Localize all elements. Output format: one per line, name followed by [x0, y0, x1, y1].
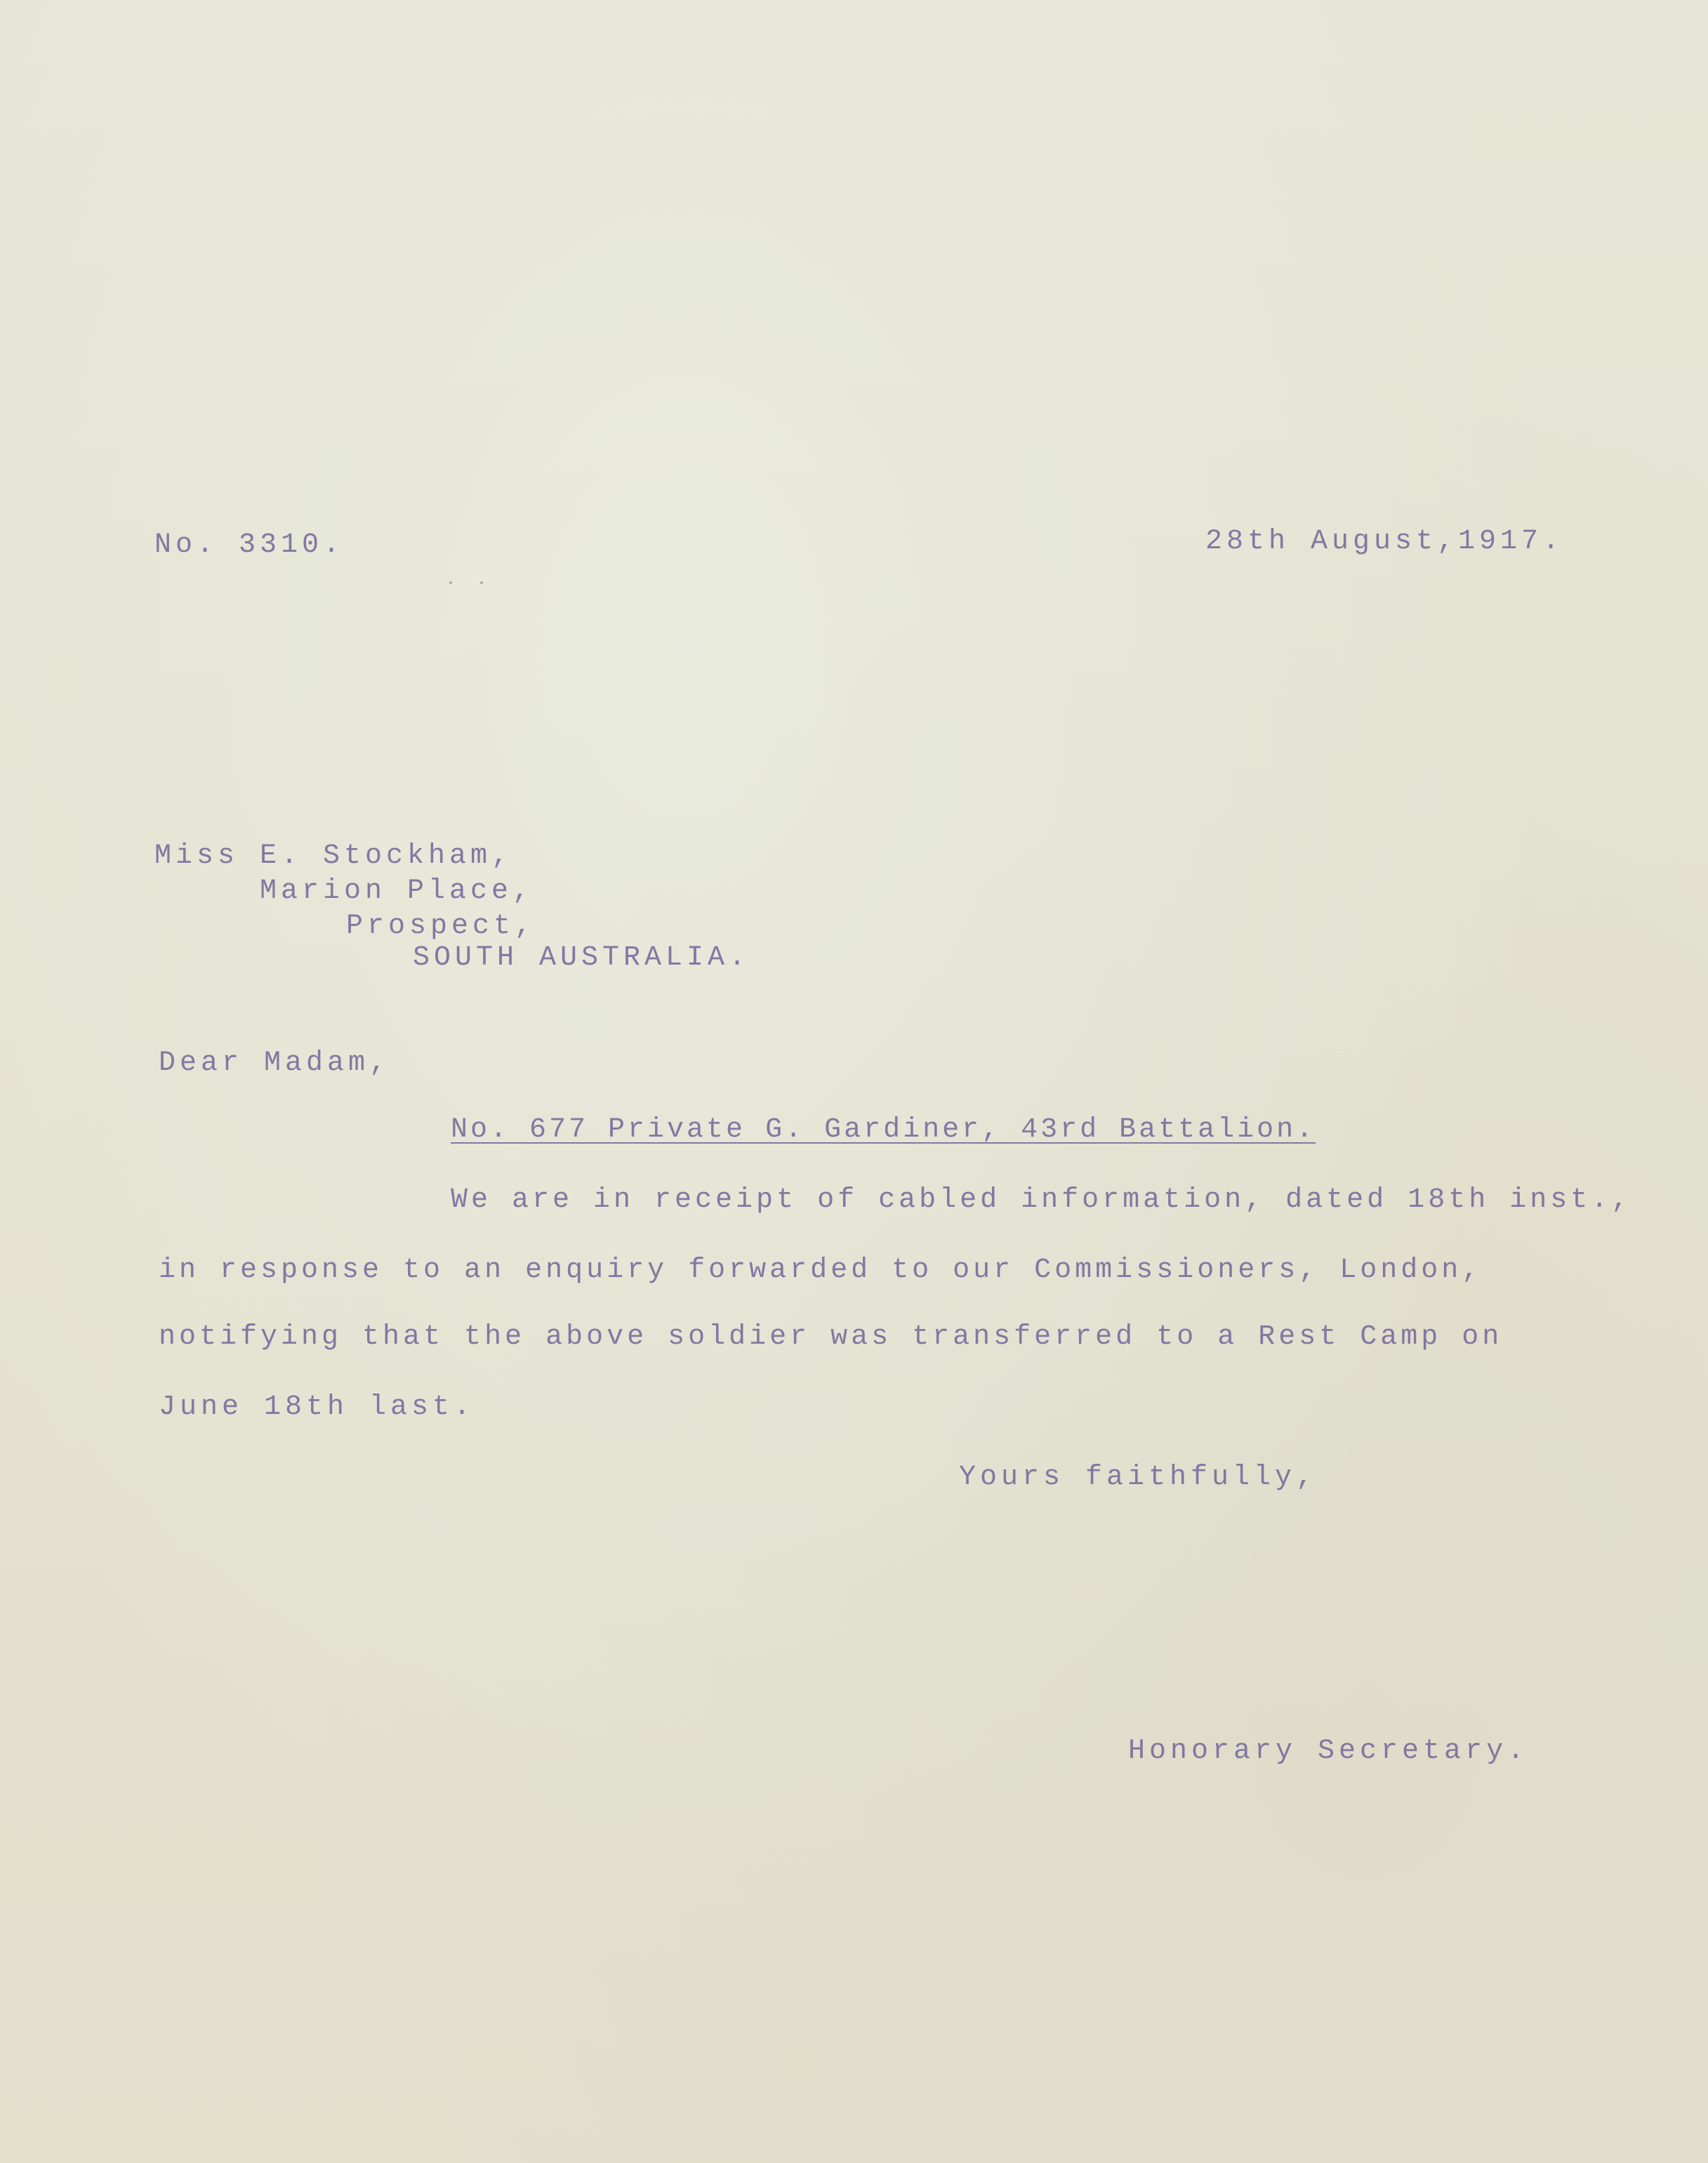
body-line: in response to an enquiry forwarded to our Commissioners, London, — [159, 1255, 1483, 1286]
salutation: Dear Madam, — [159, 1047, 391, 1079]
closing: Yours faithfully, — [959, 1462, 1318, 1493]
subject-line: No. 677 Private G. Gardiner, 43rd Battalion. — [451, 1114, 1316, 1146]
recipient-name: Miss E. Stockham, — [154, 840, 513, 872]
recipient-state: SOUTH AUSTRALIA. — [413, 942, 750, 974]
signatory-title: Honorary Secretary. — [1128, 1735, 1529, 1767]
letter-date: 28th August,1917. — [1205, 526, 1564, 557]
body-line: notifying that the above soldier was transferred to a Rest Camp on — [159, 1321, 1503, 1353]
body-line: June 18th last. — [159, 1391, 475, 1423]
ink-speck — [449, 581, 452, 584]
reference-number: No. 3310. — [154, 529, 345, 561]
recipient-suburb: Prospect, — [346, 911, 536, 942]
body-line: We are in receipt of cabled information, dated 18th inst., — [451, 1184, 1632, 1216]
recipient-street: Marion Place, — [260, 875, 534, 907]
ink-speck — [480, 581, 483, 584]
